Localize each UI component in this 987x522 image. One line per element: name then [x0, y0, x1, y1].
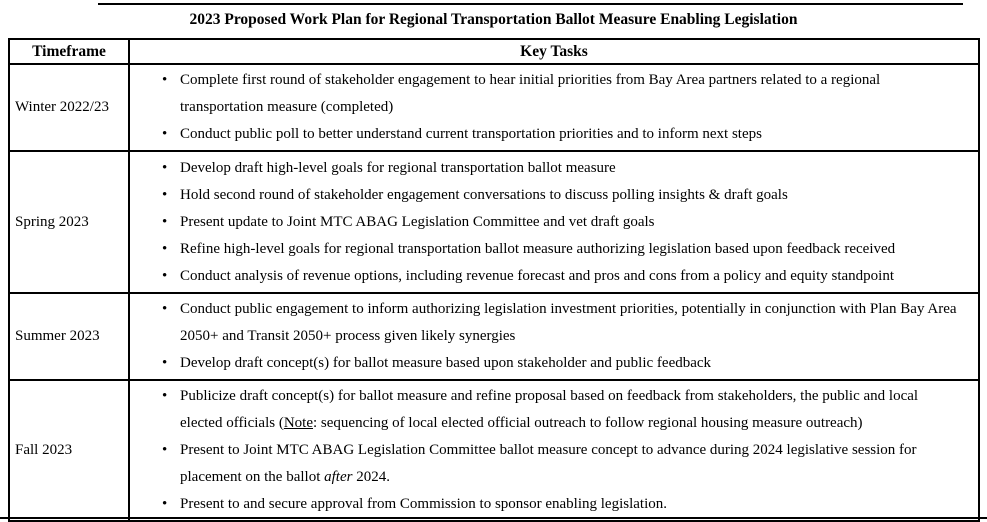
task-item	[130, 296, 964, 350]
bullet-icon: •	[162, 301, 168, 317]
bullet-icon: •	[162, 186, 168, 203]
bullet-icon: •	[162, 213, 168, 230]
bullet-icon: •	[162, 442, 168, 458]
table-row	[9, 64, 979, 151]
column-header-key-tasks: Key Tasks	[129, 39, 979, 64]
tasks-cell	[129, 151, 979, 293]
header-row	[9, 39, 979, 64]
bottom-rule	[0, 517, 987, 519]
task-list	[130, 67, 964, 148]
bullet-icon: •	[162, 496, 168, 512]
bullet-icon: •	[162, 355, 168, 371]
bullet-icon: •	[162, 267, 168, 284]
column-header-timeframe: Timeframe	[9, 39, 129, 64]
task-list	[130, 296, 964, 377]
task-item	[130, 155, 964, 182]
task-text: Hold second round of stakeholder engagement conversations to discuss polling insights & draft goals	[180, 186, 788, 203]
task-item	[130, 236, 964, 263]
task-item	[130, 209, 964, 236]
task-item	[130, 350, 964, 377]
bullet-icon: •	[162, 388, 168, 404]
task-text: Develop draft concept(s) for ballot measure based upon stakeholder and public feedback	[180, 355, 712, 371]
timeframe-cell: Fall 2023	[9, 380, 129, 521]
task-item	[130, 182, 964, 209]
task-item	[130, 263, 964, 290]
tasks-cell	[129, 64, 979, 151]
task-text: Conduct analysis of revenue options, including revenue forecast and pros and cons from a policy and equity standpoint	[180, 267, 894, 284]
top-rule	[98, 3, 963, 5]
bullet-icon: •	[162, 126, 168, 142]
work-plan-table	[8, 38, 980, 522]
task-text: Conduct public poll to better understand current transportation priorities and to inform next steps	[180, 126, 762, 142]
task-list	[130, 383, 964, 518]
task-item	[130, 67, 964, 121]
page-title: 2023 Proposed Work Plan for Regional Transportation Ballot Measure Enabling Legislation	[189, 11, 798, 28]
tasks-cell	[129, 380, 979, 521]
table-row	[9, 151, 979, 293]
task-text: Present to Joint MTC ABAG Legislation Committee ballot measure concept to advance during 2024 legislative session for placement on the ballot after 2024.	[180, 442, 917, 485]
task-text: Present to and secure approval from Commission to sponsor enabling legislation.	[180, 496, 668, 512]
timeframe-cell: Spring 2023	[9, 151, 129, 293]
tasks-cell	[129, 293, 979, 380]
task-text: Refine high-level goals for regional transportation ballot measure authorizing legislation based upon feedback received	[180, 240, 896, 257]
task-item	[130, 383, 964, 437]
bullet-icon: •	[162, 72, 168, 88]
task-item	[130, 437, 964, 491]
bullet-icon: •	[162, 159, 168, 176]
bullet-icon: •	[162, 240, 168, 257]
task-text: Conduct public engagement to inform authorizing legislation investment priorities, potentially in conjunction with Plan Bay Area 2050+ and Transit 2050+ process given likely synergies	[180, 301, 957, 344]
task-text: Publicize draft concept(s) for ballot measure and refine proposal based on feedback from stakeholders, the public and local elected officials (Note: sequencing of local elected official outreach to follow regional housing measure outreach)	[180, 388, 919, 431]
task-item	[130, 491, 964, 518]
task-item	[130, 121, 964, 148]
task-text: Develop draft high-level goals for regional transportation ballot measure	[180, 159, 616, 176]
task-list	[130, 155, 964, 290]
timeframe-cell: Summer 2023	[9, 293, 129, 380]
task-text: Complete first round of stakeholder engagement to hear initial priorities from Bay Area partners related to a regional transportation measure (completed)	[180, 72, 881, 115]
table-row	[9, 293, 979, 380]
table-row	[9, 380, 979, 521]
task-text: Present update to Joint MTC ABAG Legislation Committee and vet draft goals	[180, 213, 655, 230]
timeframe-cell: Winter 2022/23	[9, 64, 129, 151]
